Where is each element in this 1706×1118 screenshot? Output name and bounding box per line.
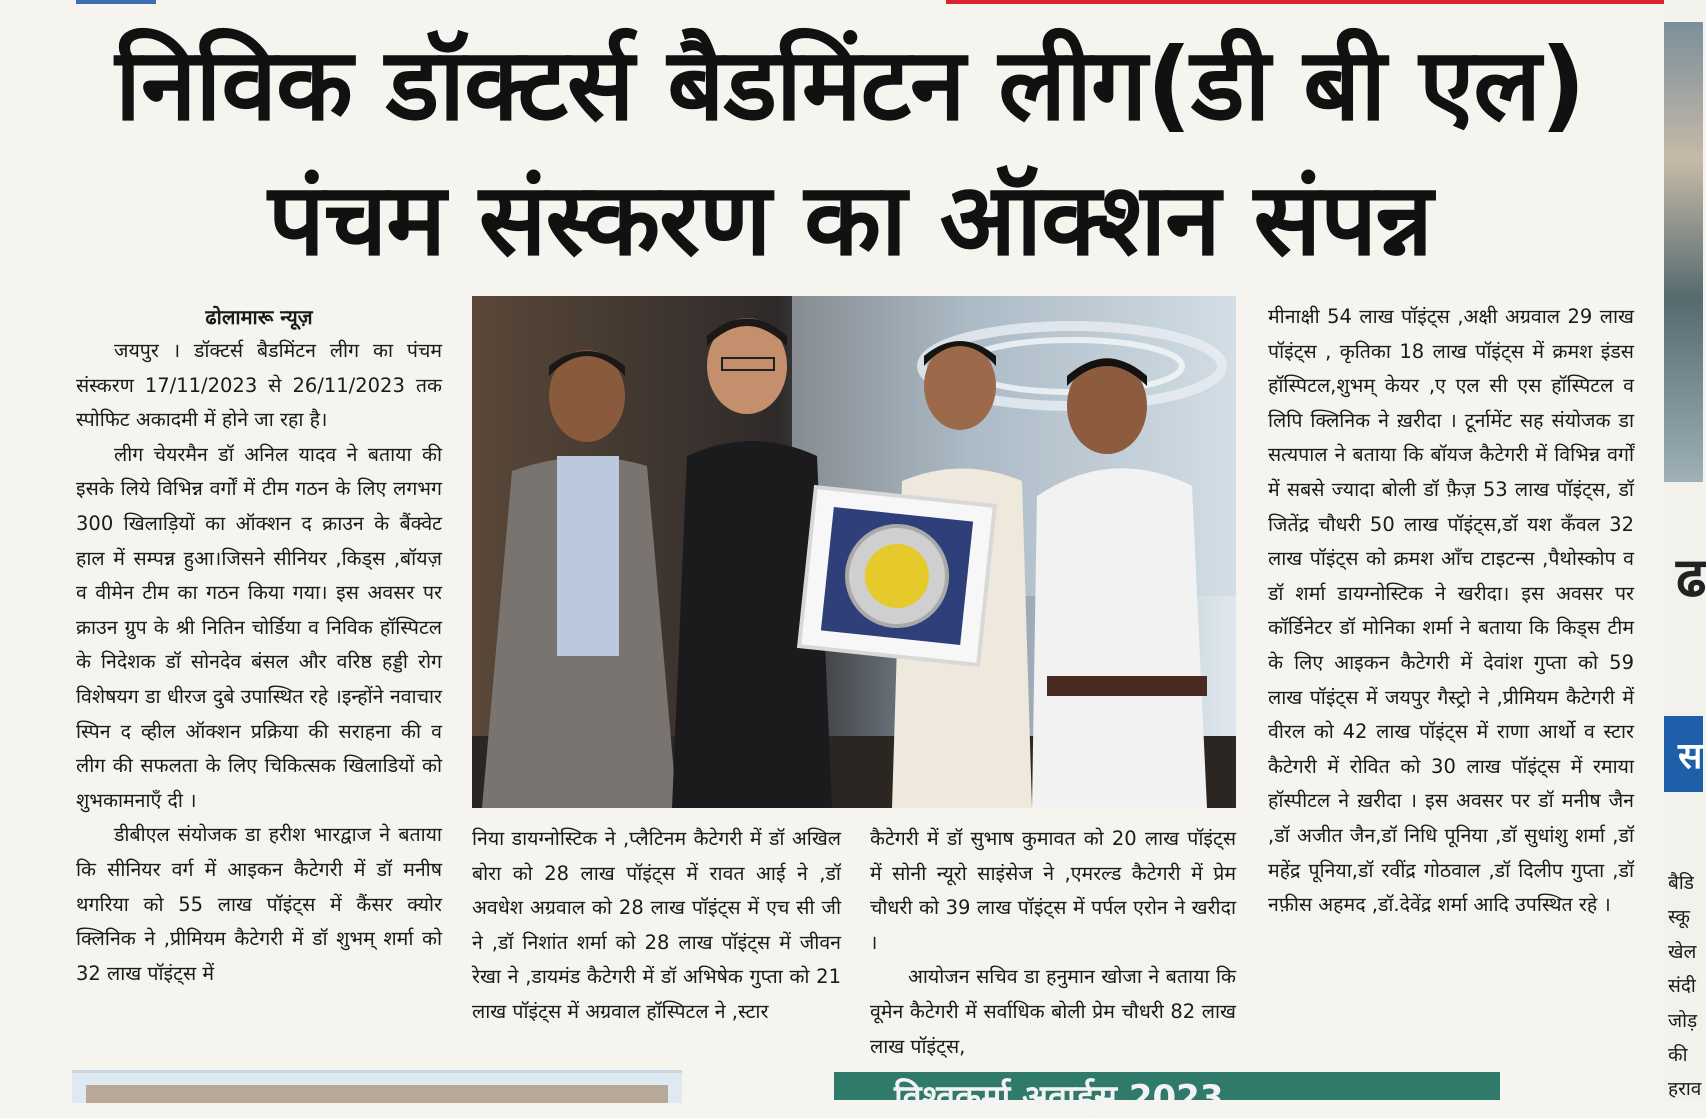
adjacent-text-line: खेल [1668,940,1697,963]
top-accent-bar-blue [76,0,156,4]
adjacent-text-line: हराव [1668,1078,1702,1101]
adjacent-text-line: जोड़ [1668,1009,1698,1032]
top-accent-bar-red [946,0,1666,4]
next-article-photo [86,1085,668,1103]
headline-line-1: निविक डॉक्टर्स बैडमिंटन लीग(डी बी एल) [115,26,1585,143]
adjacent-headline-fragment: ढ [1676,546,1706,609]
article-column-2-text: निया डायग्नोस्टिक ने ,प्लैटिनम कैटेगरी में डॉ अखिल बोरा को 28 लाख पॉइंट्स में रावत आई ने ,डॉ अवधेश अग्रवाल को 28 लाख पॉइंट्स में एच सी जी ने ,डॉ निशांत शर्मा को 28 लाख पॉइंट्स में जीवन रेखा ने ,डायमंड कैटेगरी में डॉ अभिषेक गुप्ता को 21 लाख पॉइंट्स में अग्रवाल हॉस्पिटल ने ,स्टार [472,827,841,1023]
article-column-3-paragraph-1: कैटेगरी में डॉ सुभाष कुमावत को 20 लाख पॉइंट्स में सोनी न्यूरो साइंसेज ने ,एमरल्ड कैटेगरी में प्रेम चौधरी को 39 लाख पॉइंट्स में पर्पल एरोन ने खरीदा । [870,827,1236,954]
article-paragraph-1: जयपुर । डॉक्टर्स बैडमिंटन लीग का पंचम संस्करण 17/11/2023 से 26/11/2023 तक स्पोफिट अकादमी में होने जा रहा है। [76,339,442,432]
byline: ढोलामारू न्यूज़ [205,305,313,329]
headline-line-2: पंचम संस्करण का ऑक्शन संपन्न [267,161,1433,278]
headline [60,20,1640,290]
next-article-heading: विश्वकर्मा अवार्ड्स 2023 [894,1078,1224,1118]
adjacent-text-line: संदी [1668,975,1696,998]
article-column-4-text: मीनाक्षी 54 लाख पॉइंट्स ,अक्षी अग्रवाल 29 लाख पॉइंट्स , कृतिका 18 लाख पॉइंट्स में क्रमश इंडस हॉस्पिटल,शुभम् केयर ,ए एल सी एस हॉस्पिटल व लिपि क्लिनिक ने ख़रीदा । टूर्नामेंट सह संयोजक डा सत्यपाल ने बताया कि बॉयज कैटेगरी में विभिन्न वर्गों में सबसे ज्यादा बोली डॉ फ़ैज़ 53 लाख पॉइंट्स, डॉ जितेंद्र चौधरी 50 लाख पॉइंट्स,डॉ यश कँवल 32 लाख पॉइंट्स को क्रमश आँच टाइटन्स ,पैथोस्कोप व डॉ शर्मा डायग्नोस्टिक ने खरीदा। इस अवसर पर कॉर्डिनेटर डॉ मोनिका शर्मा ने बताया कि किड्स टीम के लिए आइकन कैटेगरी में देवांश गुप्ता को 59 लाख पॉइंट्स में जयपुर गैस्ट्रो ने ,प्रीमियम कैटेगरी में वीरल को 42 लाख पॉइंट्स में राणा आर्थो व स्टार कैटेगरी में रोवित को 30 लाख पॉइंट्स में रमाया हॉस्पीटल ने ख़रीदा । इस अवसर पर डॉ मनीष जैन ,डॉ अजीत जैन,डॉ निधि पूनिया ,डॉ सुधांशु शर्मा ,डॉ महेंद्र पूनिया,डॉ रवींद्र गोठवाल ,डॉ दिलीप गुप्ता ,डॉ नफ़ीस अहमद ,डॉ.देवेंद्र शर्मा आदि उपस्थित रहे । [1268,305,1634,917]
adjacent-heading-fragment: स [1678,736,1703,777]
adjacent-text-fragments [1668,866,1704,1107]
adjacent-column-edge [1664,0,1706,1101]
adjacent-heading-box [1664,716,1703,792]
photo-illustration [472,296,1236,808]
article-paragraph-3: डीबीएल संयोजक डा हरीश भारद्वाज ने बताया कि सीनियर वर्ग में आइकन कैटेगरी में डॉ मनीष थगरिया को 55 लाख पॉइंट्स में कैंसर क्योर क्लिनिक ने ,प्रीमियम कैटेगरी में डॉ शुभम् शर्मा को 32 लाख पॉइंट्स में [76,823,442,985]
next-article-heading-bar [834,1072,1500,1118]
article-paragraph-2: लीग चेयरमैन डॉ अनिल यादव ने बताया की इसके लिये विभिन्न वर्गों में टीम गठन के लिए लगभग 300 खिलाड़ियों का ऑक्शन द क्राउन के बैंक्वेट हाल में सम्पन्न हुआ।जिसने सीनियर ,किड्स ,बॉयज़ व वीमेन टीम का गठन किया गया। इस अवसर पर क्राउन ग्रुप के श्री नितिन चोर्डिया व निविक हॉस्पिटल के निदेशक डॉ सोनदेव बंसल और वरिष्ठ हड्डी रोग विशेषयग डा धीरज दुबे उपास्थित रहे ।इन्होंने नवाचार स्पिन द व्हील ऑक्शन प्रक्रिया की सराहना की व लीग की सफलता के लिए चिकित्सक खिलाडियों को शुभकामनाएँ दी । [76,442,442,812]
next-article-photo-strip [72,1070,682,1103]
article-column-3 [870,822,1236,1058]
adjacent-text-line: स्कू [1668,906,1690,929]
article-column-4 [1268,300,1634,1050]
adjacent-photo [1664,22,1703,482]
adjacent-text-line: बैडि [1668,872,1694,894]
article-column-1 [76,300,442,1050]
article-column-2 [472,822,841,1050]
article-photo [472,296,1236,808]
article-column-3-paragraph-2: आयोजन सचिव डा हनुमान खोजा ने बताया कि वूमेन कैटेगरी में सर्वाधिक बोली प्रेम चौधरी 82 लाख लाख पॉइंट्स, [870,965,1236,1058]
adjacent-text-line: की [1668,1044,1688,1067]
